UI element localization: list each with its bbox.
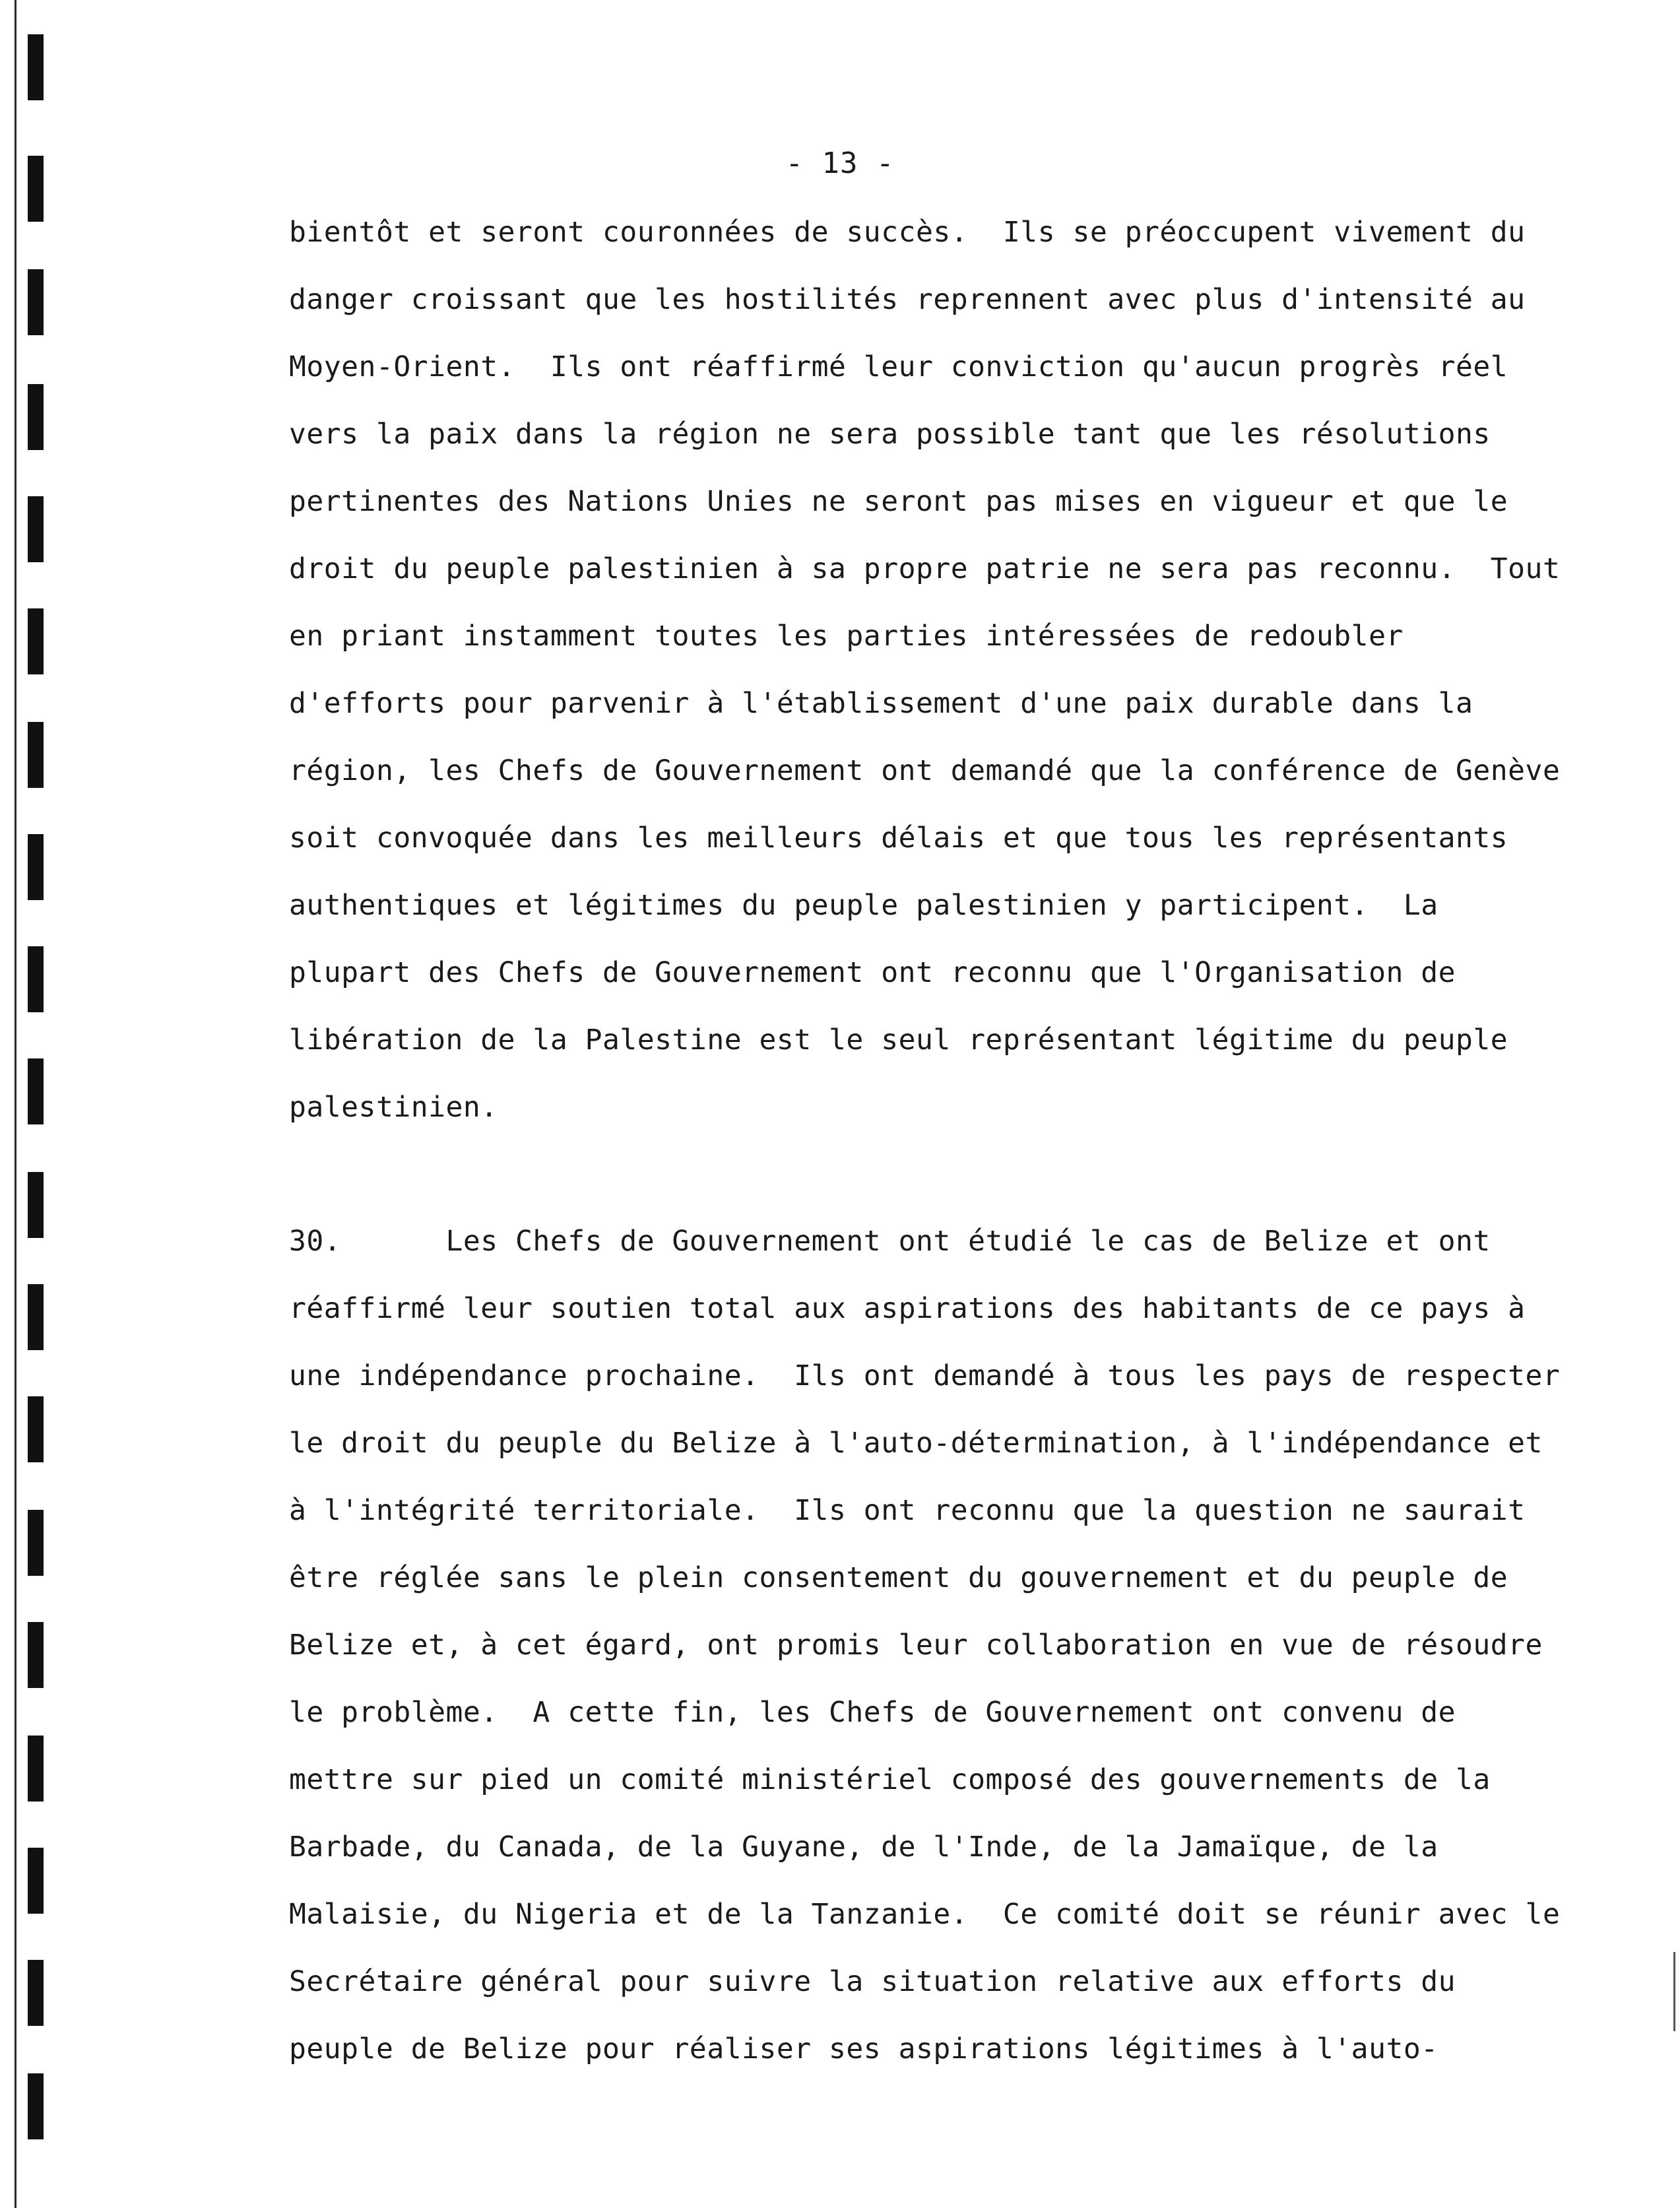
text-line: soit convoquée dans les meilleurs délais et que tous les représentants <box>289 822 1508 855</box>
text-line: réaffirmé leur soutien total aux aspirations des habitants de ce pays à <box>289 1292 1526 1325</box>
text-line: le problème. A cette fin, les Chefs de Gouvernement ont convenu de <box>289 1696 1456 1729</box>
binding-mark <box>28 1960 44 2026</box>
text-line: Secrétaire général pour suivre la situation relative aux efforts du <box>289 1965 1456 1998</box>
binding-mark <box>28 1172 44 1238</box>
binding-mark <box>28 2073 44 2139</box>
binding-mark <box>28 1622 44 1688</box>
text-line: peuple de Belize pour réaliser ses aspirations légitimes à l'auto- <box>289 2032 1438 2065</box>
binding-mark <box>28 384 44 450</box>
scan-artifact-line <box>1673 1952 1675 2031</box>
binding-mark <box>28 496 44 562</box>
binding-mark <box>28 1510 44 1576</box>
text-line: Malaisie, du Nigeria et de la Tanzanie. Ce comité doit se réunir avec le <box>289 1898 1561 1931</box>
paragraph-30 <box>289 1208 1561 2083</box>
text-line: en priant instamment toutes les parties intéressées de redoubler <box>289 620 1404 653</box>
text-line: Moyen-Orient. Ils ont réaffirmé leur conviction qu'aucun progrès réel <box>289 350 1508 383</box>
text-line: droit du peuple palestinien à sa propre patrie ne sera pas reconnu. Tout <box>289 552 1561 585</box>
text-line: vers la paix dans la région ne sera possible tant que les résolutions <box>289 418 1491 451</box>
text-line: 30. Les Chefs de Gouvernement ont étudié le cas de Belize et ont <box>289 1225 1491 1258</box>
binding-mark <box>28 269 44 335</box>
text-line: être réglée sans le plein consentement du gouvernement et du peuple de <box>289 1561 1508 1594</box>
binding-mark <box>28 1396 44 1462</box>
binding-strip <box>15 0 54 2208</box>
binding-mark <box>28 1058 44 1124</box>
page-number: - 13 - <box>785 146 895 180</box>
text-line: danger croissant que les hostilités reprennent avec plus d'intensité au <box>289 283 1526 316</box>
binding-mark <box>28 1284 44 1350</box>
text-line: palestinien. <box>289 1091 498 1124</box>
text-line: plupart des Chefs de Gouvernement ont reconnu que l'Organisation de <box>289 956 1456 989</box>
text-line: Barbade, du Canada, de la Guyane, de l'Inde, de la Jamaïque, de la <box>289 1831 1438 1864</box>
text-line: le droit du peuple du Belize à l'auto-détermination, à l'indépendance et <box>289 1427 1543 1460</box>
binding-mark <box>28 34 44 100</box>
paragraph-continuation <box>289 199 1561 1141</box>
text-line: d'efforts pour parvenir à l'établissement d'une paix durable dans la <box>289 687 1473 720</box>
text-line: pertinentes des Nations Unies ne seront pas mises en vigueur et que le <box>289 485 1508 518</box>
text-line: mettre sur pied un comité ministériel composé des gouvernements de la <box>289 1763 1491 1796</box>
text-line: libération de la Palestine est le seul représentant légitime du peuple <box>289 1023 1508 1056</box>
text-line: une indépendance prochaine. Ils ont demandé à tous les pays de respecter <box>289 1359 1561 1392</box>
binding-mark <box>28 1848 44 1914</box>
text-line: à l'intégrité territoriale. Ils ont reconnu que la question ne saurait <box>289 1494 1526 1527</box>
binding-edge <box>15 0 16 2208</box>
binding-mark <box>28 834 44 900</box>
text-line: Belize et, à cet égard, ont promis leur collaboration en vue de résoudre <box>289 1629 1543 1662</box>
text-line: authentiques et légitimes du peuple palestinien y participent. La <box>289 889 1438 922</box>
binding-mark <box>28 608 44 674</box>
binding-mark <box>28 1736 44 1802</box>
text-line: région, les Chefs de Gouvernement ont demandé que la conférence de Genève <box>289 754 1561 787</box>
binding-mark <box>28 722 44 788</box>
text-line: bientôt et seront couronnées de succès. Ils se préoccupent vivement du <box>289 216 1526 249</box>
binding-mark <box>28 946 44 1012</box>
